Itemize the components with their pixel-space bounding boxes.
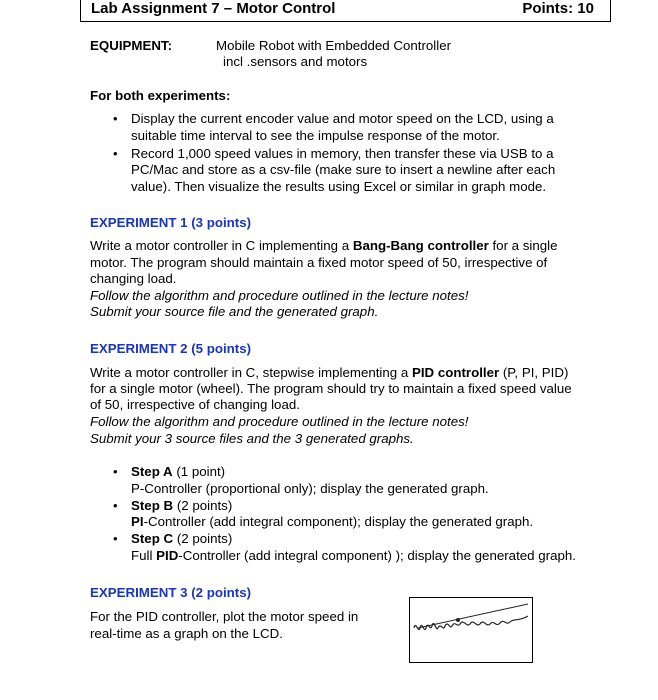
experiment-3-line-2: real-time as a graph on the LCD. (90, 626, 283, 641)
bullet-dot: • (113, 464, 118, 479)
experiment-2-italic-1: Follow the algorithm and procedure outlined in the lecture notes! (90, 414, 469, 429)
step-c-title: Step C (2 points) (131, 531, 233, 546)
experiment-2-heading: EXPERIMENT 2 (5 points) (90, 341, 252, 356)
equipment-label: EQUIPMENT: (90, 38, 173, 53)
experiment-1-italic-2: Submit your source file and the generated graph. (90, 304, 379, 319)
step-b-title: Step B (2 points) (131, 498, 233, 513)
experiment-1-line-1: Write a motor controller in C implementing a Bang-Bang controller for a single (90, 238, 558, 253)
experiment-2-line-3: of 50, irrespective of changing load. (90, 397, 300, 412)
experiment-2-italic-2: Submit your 3 source files and the 3 generated graphs. (90, 431, 414, 446)
both-bullet-2-line-1: Record 1,000 speed values in memory, then transfer these via USB to a (131, 146, 554, 161)
step-a-desc: P-Controller (proportional only); display the generated graph. (131, 481, 489, 496)
speed-curve-sketch (414, 616, 528, 630)
experiment-1-line-3: changing load. (90, 271, 177, 286)
experiment-1-heading: EXPERIMENT 1 (3 points) (90, 215, 252, 230)
assignment-title: Lab Assignment 7 – Motor Control (91, 0, 336, 17)
experiment-2-line-1: Write a motor controller in C, stepwise implementing a PID controller (P, PI, PID) (90, 365, 569, 380)
step-a-title: Step A (1 point) (131, 464, 226, 479)
bullet-dot: • (113, 498, 118, 513)
step-b-desc: PI-Controller (add integral component); display the generated graph. (131, 514, 534, 529)
lcd-graph-sketch (409, 597, 533, 663)
graph-sketch-drawing (410, 598, 532, 662)
experiment-3-line-1: For the PID controller, plot the motor speed in (90, 609, 359, 624)
equipment-line-1: Mobile Robot with Embedded Controller (216, 38, 452, 53)
bullet-dot: • (113, 146, 118, 161)
both-bullet-2-line-2: PC/Mac and store as a csv-file (make sure to insert a newline after each (131, 162, 556, 177)
both-heading: For both experiments: (90, 88, 231, 103)
equipment-line-2: incl .sensors and motors (223, 54, 368, 69)
bullet-dot: • (113, 531, 118, 546)
sketch-marker (456, 618, 460, 622)
experiment-3-heading: EXPERIMENT 3 (2 points) (90, 585, 252, 600)
step-c-desc: Full PID-Controller (add integral component) ); display the generated graph. (131, 548, 576, 563)
points-total: Points: 10 (522, 0, 594, 17)
experiment-1-line-2: motor. The program should maintain a fixed motor speed of 50, irrespective of (90, 255, 548, 270)
header-box (80, 0, 611, 22)
both-bullet-1-line-1: Display the current encoder value and motor speed on the LCD, using a (131, 111, 554, 126)
both-bullet-2-line-3: value). Then visualize the results using Excel or similar in graph mode. (131, 179, 547, 194)
experiment-2-line-2: for a single motor (wheel). The program should try to maintain a fixed speed value (90, 381, 572, 396)
both-bullet-1-line-2: suitable time interval to see the impulse response of the motor. (131, 128, 500, 143)
experiment-1-italic-1: Follow the algorithm and procedure outlined in the lecture notes! (90, 288, 469, 303)
bullet-dot: • (113, 111, 118, 126)
reference-line-sketch (418, 604, 528, 628)
